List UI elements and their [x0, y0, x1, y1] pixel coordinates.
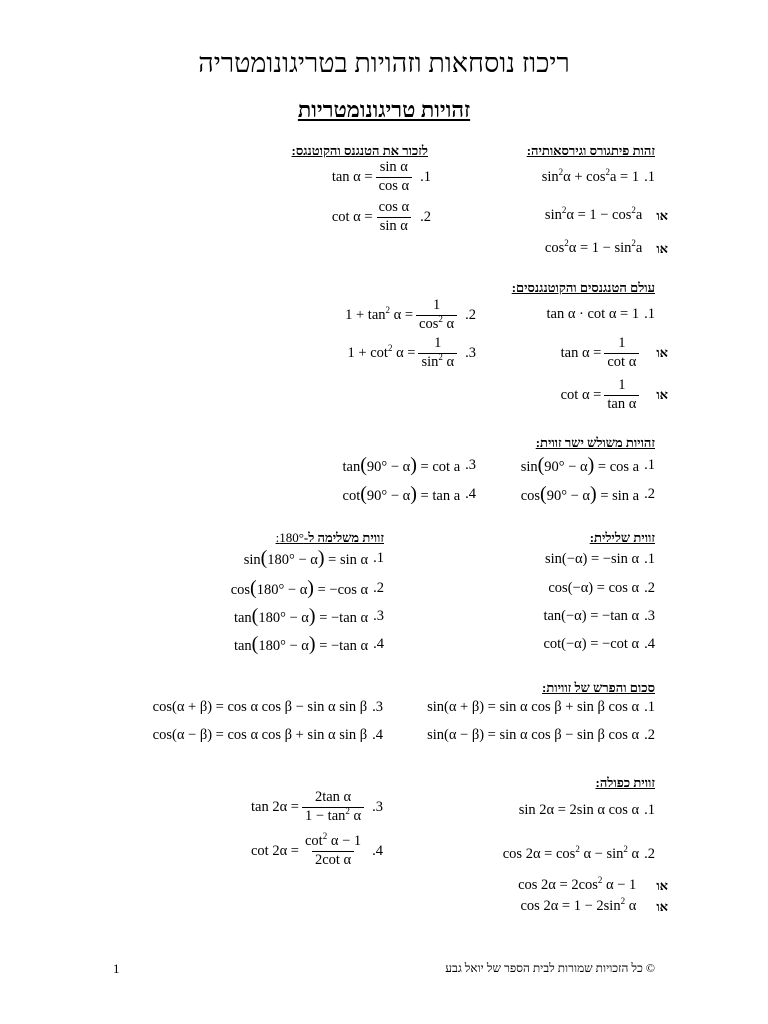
- page-subtitle: זהויות טריגונומטריות: [297, 97, 471, 122]
- formula-tan-cot-3: $1 + \cot^2 \alpha$ = $\frac{1}{\sin^2 \alpha}$ .3: [347, 335, 476, 370]
- heading-tan-cot-def: לזכור את הטנגנס והקוטנגס:: [291, 143, 428, 158]
- formula-supp-3: tan(180° − α) = −tan α .3: [233, 605, 384, 627]
- formula-sum-1: sin(α + β) = sin α cos β + sin β cos α .1: [427, 699, 655, 715]
- or-label: או: [656, 387, 668, 403]
- formula-double-2b: $\cos 2\alpha = 2\cos^2$ α − 1 או: [518, 875, 668, 893]
- heading-negative-angle: זווית שלילית:: [589, 530, 655, 545]
- heading-right-triangle: זהויות משולש ישר זווית:: [535, 435, 655, 450]
- formula-rt-2: cos(90° − α) = sin a .2: [520, 483, 655, 505]
- formula-double-1: sin 2α = 2sin α cos α .1: [518, 802, 655, 818]
- or-label: או: [656, 898, 668, 914]
- formula-double-2c: $\cos 2\alpha = 1 - 2\sin^2$ α או: [520, 896, 668, 914]
- formula-rt-4: cot(90° − α) = tan a .4: [342, 483, 476, 505]
- heading-double-angle: זווית כפולה:: [595, 775, 655, 790]
- formula-tan-cot-1: tan α · cot α = 1 .1: [546, 306, 655, 322]
- formula-double-4: cot 2α = $\frac{\cot^2 \alpha - 1}{\text{2cot α}}$ .4: [251, 831, 383, 868]
- formula-supp-4: tan(180° − α) = −tan α .4: [233, 633, 384, 655]
- formula-cot-def: cot α = $\frac{\text{cos α}}{\text{sin α}}$ .2: [331, 199, 431, 234]
- heading-tan-cot: עולם הטנגנסים והקוטנגנסים:: [511, 280, 655, 295]
- formula-neg-4: cot(−α) = −cot α .4: [543, 636, 655, 652]
- formula-supp-2: cos(180° − α) = −cos α .2: [230, 577, 384, 599]
- formula-tan-cot-1b: tan α = $\frac{1}{\text{cot α}}$ או: [560, 335, 668, 370]
- formula-pythagoras-1: $\sin^2\alpha + \cos^2a = 1$ .1: [541, 167, 655, 185]
- formula-sum-3: cos(α + β) = cos α cos β − sin α sin β .3: [152, 699, 383, 715]
- formula-tan-cot-1c: cot α = $\frac{1}{\text{tan α}}$ או: [560, 377, 668, 412]
- formula-double-2: $\cos 2\alpha = \cos^2 \alpha - \sin^2 \alpha$ .2: [502, 844, 655, 862]
- formula-rt-1: sin(90° − α) = cos a .1: [520, 454, 655, 476]
- formula-rt-3: tan(90° − α) = cot a .3: [342, 454, 476, 476]
- formula-neg-1: sin(−α) = −sin α .1: [545, 551, 655, 567]
- formula-pythagoras-3: $\cos^2\alpha = 1 - \sin^2a$ או: [544, 238, 668, 256]
- or-label: או: [656, 207, 668, 223]
- formula-tan-def: tan α = $\frac{\text{sin α}}{\text{cos α}}$ .1: [331, 159, 431, 194]
- page-number: 1: [113, 961, 120, 976]
- formula-sum-4: cos(α − β) = cos α cos β + sin α sin β .4: [152, 727, 383, 743]
- formula-pythagoras-2: $\sin^2\alpha = 1 - \cos^2a$ או: [544, 205, 668, 223]
- or-label: או: [656, 240, 668, 256]
- formula-neg-3: tan(−α) = −tan α .3: [543, 608, 655, 624]
- formula-neg-2: cos(−α) = cos α .2: [548, 580, 655, 596]
- heading-pythagoras: זהות פיתגורס וגירסאותיה:: [526, 143, 655, 158]
- footer-copyright: © כל הזכויות שמורות לבית הספר של יואל גבע: [445, 961, 655, 975]
- page-title: ריכוז נוסחאות וזהויות בטריגונומטריה: [198, 48, 570, 78]
- heading-supplementary: זווית משלימה ל-180°:: [275, 530, 384, 545]
- formula-double-3: tan 2α = $\frac{\text{2tan α}}{1 - \tan^2 \alpha}$ .3: [250, 789, 383, 824]
- formula-tan-cot-2: $1 + \tan^2 \alpha$ = $\frac{1}{\cos^2 \alpha}$ .2: [345, 297, 476, 332]
- formula-sum-2: sin(α − β) = sin α cos β − sin β cos α .2: [427, 727, 655, 743]
- or-label: או: [656, 345, 668, 361]
- formula-supp-1: sin(180° − α) = sin α .1: [243, 547, 384, 569]
- or-label: או: [656, 877, 668, 893]
- heading-sum-diff: סכום והפרש של זוויות:: [542, 680, 655, 695]
